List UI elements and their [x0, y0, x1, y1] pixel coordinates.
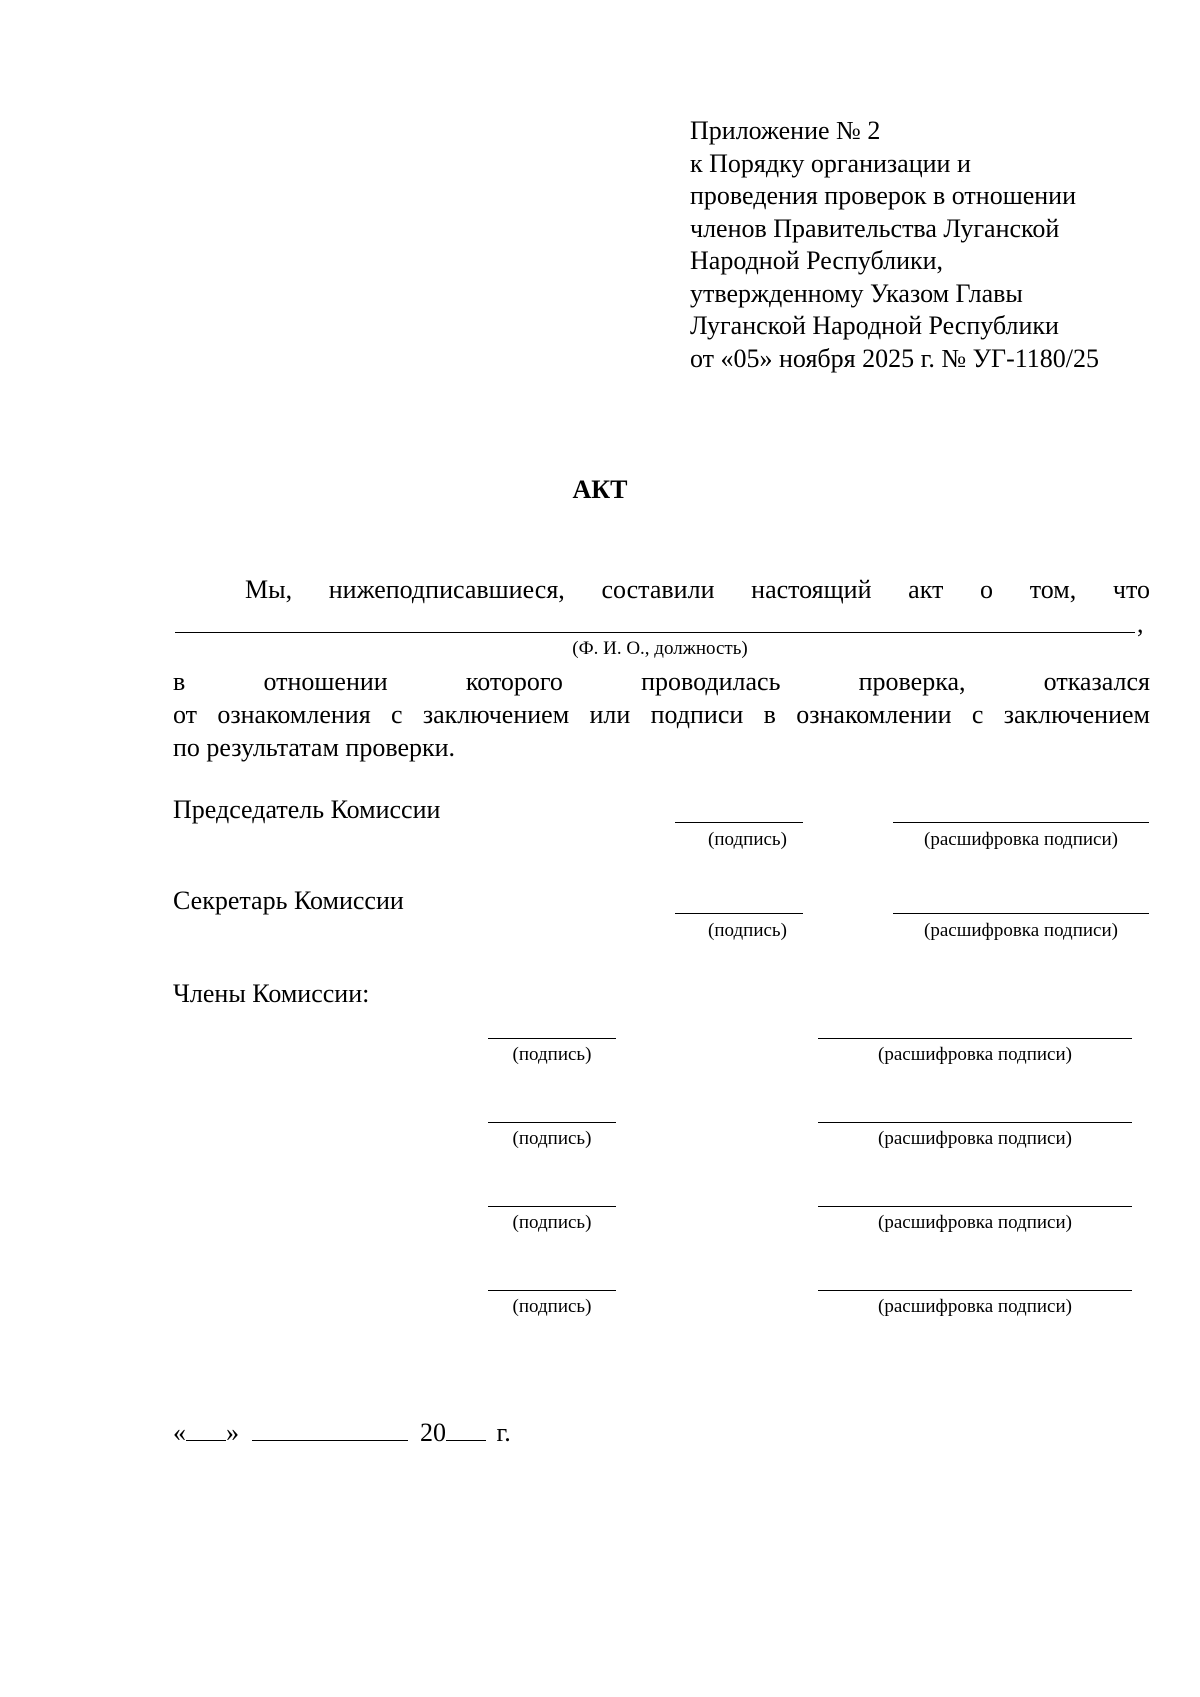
member-signature-caption: (подпись): [512, 1296, 592, 1317]
appendix-line: Приложение № 2: [690, 116, 881, 145]
fill-line-comma: ,: [1137, 609, 1144, 638]
member-decoding-line: [818, 1038, 1132, 1039]
member-decoding-caption: (расшифровка подписи): [878, 1296, 1072, 1317]
appendix-line: утвержденному Указом Главы: [690, 278, 1023, 308]
chairman-signature-caption: (подпись): [708, 829, 787, 850]
member-signature-caption: (подпись): [512, 1212, 592, 1233]
secretary-label: Секретарь Комиссии: [173, 886, 404, 915]
document-title: АКТ: [572, 475, 628, 504]
fio-fill-line: [175, 632, 1135, 633]
member-decoding-line: [818, 1290, 1132, 1291]
intro-line: Мы, нижеподписавшиеся, составили настоящий акт о том, что: [245, 575, 1150, 604]
date-month-blank: [252, 1418, 408, 1441]
body-line: от ознакомления с заключением или подписи в ознакомлении с заключением: [173, 700, 1150, 729]
member-decoding-caption: (расшифровка подписи): [878, 1044, 1072, 1065]
secretary-signature-caption: (подпись): [708, 920, 787, 941]
chairman-label: Председатель Комиссии: [173, 795, 441, 824]
secretary-signature-line: [675, 913, 803, 914]
date-close-quote: »: [226, 1418, 239, 1447]
member-decoding-caption: (расшифровка подписи): [878, 1128, 1072, 1149]
appendix-line: проведения проверок в отношении: [690, 181, 1077, 210]
date-open-quote: «: [173, 1418, 186, 1447]
member-signature-line: [488, 1122, 616, 1123]
date-line: [173, 1417, 511, 1449]
chairman-decoding-caption: (расшифровка подписи): [924, 829, 1118, 850]
appendix-line: к Порядку организации и: [690, 148, 971, 178]
chairman-signature-line: [675, 822, 803, 823]
member-decoding-caption: (расшифровка подписи): [878, 1212, 1072, 1233]
members-label: Члены Комиссии:: [173, 979, 370, 1008]
secretary-decoding-caption: (расшифровка подписи): [924, 920, 1118, 941]
member-signature-caption: (подпись): [512, 1128, 592, 1149]
body-line: по результатам проверки.: [173, 733, 456, 762]
member-decoding-line: [818, 1122, 1132, 1123]
secretary-decoding-line: [893, 913, 1149, 914]
member-signature-line: [488, 1206, 616, 1207]
appendix-line: Луганской Народной Республики: [690, 311, 1059, 340]
date-century: 20: [420, 1418, 446, 1447]
date-day-blank: [186, 1418, 226, 1441]
member-signature-line: [488, 1290, 616, 1291]
appendix-line: Народной Республики,: [690, 246, 944, 275]
appendix-header: [690, 115, 1170, 375]
appendix-line: членов Правительства Луганской: [690, 213, 1060, 243]
date-year-suffix: г.: [496, 1418, 511, 1447]
fio-caption: (Ф. И. О., должность): [572, 638, 748, 659]
member-signature-line: [488, 1038, 616, 1039]
appendix-line: от «05» ноября 2025 г. № УГ-1180/25: [690, 343, 1099, 373]
date-year-blank: [446, 1418, 486, 1441]
chairman-decoding-line: [893, 822, 1149, 823]
member-decoding-line: [818, 1206, 1132, 1207]
body-line: в отношении которого проводилась проверка, отказался: [173, 667, 1150, 696]
member-signature-caption: (подпись): [512, 1044, 592, 1065]
